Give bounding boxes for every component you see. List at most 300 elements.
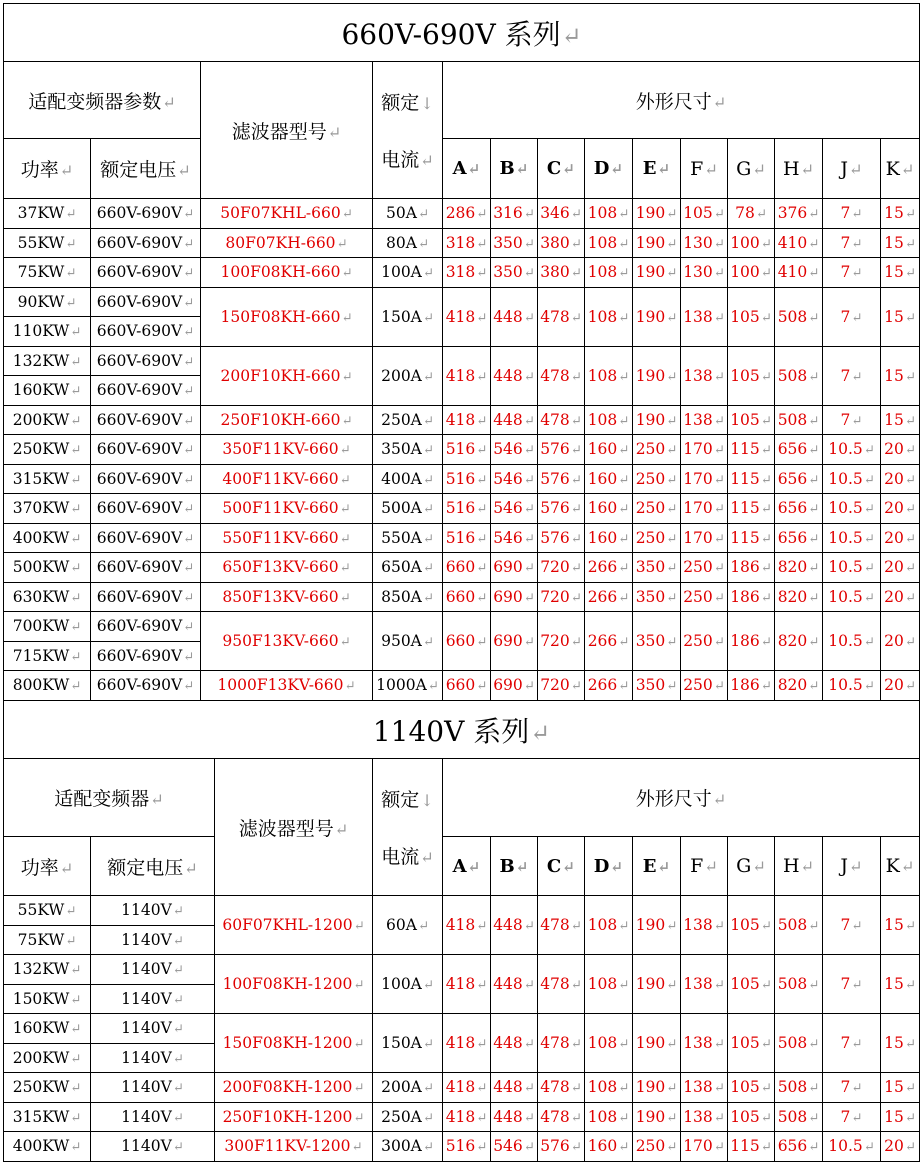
filter-model-cell <box>215 1102 373 1132</box>
dim-g-cell-text: 105 ↵ <box>730 411 772 429</box>
adapted-inverter-header: 适配变频器参数 ↵ <box>4 62 201 139</box>
adapted-inverter-header: 适配变频器 ↵ <box>4 759 215 837</box>
dim-d-cell <box>585 228 633 258</box>
filter-model-cell-text: 50F07KHL-660 ↵ <box>220 204 352 222</box>
filter-model-cell-text: 200F08KH-1200 ↵ <box>223 1078 365 1096</box>
dim-j-cell <box>823 1014 881 1073</box>
voltage-cell <box>91 199 201 229</box>
dim-c-cell-text: 576 ↵ <box>540 529 582 547</box>
current-cell-text: 60A ↵ <box>386 916 429 934</box>
dim-b-cell-text: 546 ↵ <box>493 1137 535 1155</box>
dim-k-cell-text: 20 ↵ <box>884 440 916 458</box>
dim-d-cell <box>585 523 633 553</box>
dim-e-cell <box>633 582 681 612</box>
dim-h-cell-text: 656 ↵ <box>778 499 820 517</box>
dim-g-cell-text: 186 ↵ <box>730 632 772 650</box>
dim-k-cell-text: 15 ↵ <box>884 916 916 934</box>
dim-e-cell-text: 350 ↵ <box>636 588 678 606</box>
dim-k-cell-text: 15 ↵ <box>884 1108 916 1126</box>
dim-j-cell-text: 10.5 ↵ <box>828 1137 875 1155</box>
dim-g-cell <box>728 955 775 1014</box>
dim-e-cell <box>633 612 681 671</box>
dim-k-cell-text: 15 ↵ <box>884 1034 916 1052</box>
dim-e-cell <box>633 671 681 701</box>
power-cell-text: 315KW ↵ <box>13 470 82 488</box>
filter-model-cell <box>201 494 373 524</box>
table-row <box>4 553 920 583</box>
dim-d-cell-text: 160 ↵ <box>588 470 630 488</box>
power-cell <box>4 376 91 406</box>
dim-f-cell-text: 170 ↵ <box>683 529 725 547</box>
voltage-cell-text: 1140V ↵ <box>121 931 184 949</box>
dim-f-cell-text: 138 ↵ <box>683 308 725 326</box>
dim-d-cell-text: 266 ↵ <box>588 676 630 694</box>
dim-f-cell <box>681 435 728 465</box>
rated-current-header: 额定 ↓ 电流 ↵ <box>373 759 443 896</box>
dim-header-d: D ↵ <box>585 837 633 896</box>
dim-d-cell-text: 266 ↵ <box>588 558 630 576</box>
dim-d-cell <box>585 1132 633 1162</box>
dim-j-cell-text: 7 ↵ <box>841 308 863 326</box>
dim-f-cell <box>681 228 728 258</box>
power-header: 功率 ↵ <box>4 139 91 199</box>
dim-f-cell <box>681 464 728 494</box>
dim-f-cell-text: 130 ↵ <box>683 263 725 281</box>
current-cell <box>373 435 443 465</box>
filter-model-cell-text: 100F08KH-660 ↵ <box>220 263 352 281</box>
power-cell <box>4 641 91 671</box>
dim-c-cell <box>538 464 585 494</box>
voltage-cell-text: 660V-690V ↵ <box>97 411 194 429</box>
power-cell-text: 500KW ↵ <box>13 558 82 576</box>
dim-c-cell <box>538 582 585 612</box>
dim-j-cell-text: 10.5 ↵ <box>828 440 875 458</box>
dim-k-cell <box>881 346 920 405</box>
dim-b-cell <box>491 346 538 405</box>
dim-a-cell <box>443 464 491 494</box>
dim-h-cell <box>775 896 823 955</box>
dim-b-cell-text: 448 ↵ <box>493 1034 535 1052</box>
voltage-cell-text: 660V-690V ↵ <box>97 204 194 222</box>
dim-g-cell-text: 186 ↵ <box>730 676 772 694</box>
voltage-cell-text: 660V-690V ↵ <box>97 440 194 458</box>
voltage-cell <box>91 582 201 612</box>
dim-j-cell <box>823 435 881 465</box>
dim-d-cell-text: 108 ↵ <box>588 204 630 222</box>
dim-a-cell-text: 418 ↵ <box>446 308 488 326</box>
power-cell-text: 55KW ↵ <box>18 234 77 252</box>
dim-b-cell-text: 690 ↵ <box>493 632 535 650</box>
dim-e-cell <box>633 896 681 955</box>
dim-g-cell <box>728 258 775 288</box>
dim-d-cell <box>585 435 633 465</box>
current-cell-text: 200A ↵ <box>381 367 434 385</box>
dim-c-cell-text: 380 ↵ <box>540 234 582 252</box>
voltage-cell-text: 660V-690V ↵ <box>97 352 194 370</box>
dim-h-cell-text: 508 ↵ <box>778 367 820 385</box>
dim-j-cell-text: 7 ↵ <box>841 234 863 252</box>
dim-h-cell <box>775 199 823 229</box>
dim-j-cell <box>823 494 881 524</box>
dim-d-cell <box>585 494 633 524</box>
dim-d-cell <box>585 346 633 405</box>
dim-h-cell-text: 820 ↵ <box>778 588 820 606</box>
dim-k-cell <box>881 1014 920 1073</box>
series-title: 1140V 系列 ↵ <box>4 701 920 759</box>
dim-g-cell <box>728 553 775 583</box>
dim-j-cell-text: 7 ↵ <box>841 916 863 934</box>
dim-k-cell <box>881 258 920 288</box>
power-cell <box>4 955 91 985</box>
dim-d-cell-text: 108 ↵ <box>588 411 630 429</box>
dim-a-cell-text: 516 ↵ <box>446 529 488 547</box>
power-cell <box>4 984 91 1014</box>
dim-a-cell <box>443 612 491 671</box>
dim-g-cell-text: 186 ↵ <box>730 588 772 606</box>
dim-j-cell <box>823 228 881 258</box>
power-cell-text: 800KW ↵ <box>13 676 82 694</box>
dim-g-cell <box>728 1102 775 1132</box>
dim-j-cell-text: 10.5 ↵ <box>828 529 875 547</box>
voltage-cell-text: 660V-690V ↵ <box>97 234 194 252</box>
dim-e-cell-text: 190 ↵ <box>636 1078 678 1096</box>
dim-b-cell <box>491 199 538 229</box>
dim-k-cell <box>881 955 920 1014</box>
voltage-cell <box>91 1043 215 1073</box>
dim-header-h: H ↵ <box>775 837 823 896</box>
dim-b-cell-text: 546 ↵ <box>493 470 535 488</box>
dim-b-cell-text: 316 ↵ <box>493 204 535 222</box>
dim-header-f: F ↵ <box>681 139 728 199</box>
dim-d-cell-text: 160 ↵ <box>588 1137 630 1155</box>
dim-h-cell <box>775 553 823 583</box>
table-row <box>4 199 920 229</box>
dim-a-cell <box>443 896 491 955</box>
current-cell <box>373 405 443 435</box>
dim-k-cell-text: 15 ↵ <box>884 204 916 222</box>
dim-k-cell-text: 15 ↵ <box>884 263 916 281</box>
dim-b-cell <box>491 405 538 435</box>
dim-e-cell-text: 190 ↵ <box>636 234 678 252</box>
voltage-cell-text: 660V-690V ↵ <box>97 263 194 281</box>
power-cell-text: 75KW ↵ <box>18 263 77 281</box>
dim-h-cell <box>775 955 823 1014</box>
filter-model-cell <box>201 405 373 435</box>
power-cell-text: 315KW ↵ <box>13 1108 82 1126</box>
voltage-cell-text: 1140V ↵ <box>121 1137 184 1155</box>
dim-h-cell-text: 508 ↵ <box>778 1078 820 1096</box>
dim-e-cell <box>633 553 681 583</box>
dim-c-cell-text: 478 ↵ <box>540 916 582 934</box>
dim-e-cell-text: 190 ↵ <box>636 263 678 281</box>
dim-d-cell-text: 108 ↵ <box>588 1108 630 1126</box>
dim-j-cell <box>823 1132 881 1162</box>
dim-j-cell-text: 10.5 ↵ <box>828 499 875 517</box>
dim-j-cell <box>823 199 881 229</box>
dim-h-cell-text: 410 ↵ <box>778 234 820 252</box>
dim-a-cell-text: 318 ↵ <box>446 234 488 252</box>
dim-c-cell <box>538 258 585 288</box>
dim-a-cell-text: 418 ↵ <box>446 1034 488 1052</box>
filter-model-cell <box>215 955 373 1014</box>
dim-c-cell-text: 380 ↵ <box>540 263 582 281</box>
dim-h-cell-text: 656 ↵ <box>778 440 820 458</box>
table-row <box>4 671 920 701</box>
dim-d-cell <box>585 553 633 583</box>
dim-c-cell <box>538 228 585 258</box>
dim-f-cell-text: 170 ↵ <box>683 440 725 458</box>
power-cell <box>4 523 91 553</box>
voltage-cell-text: 660V-690V ↵ <box>97 293 194 311</box>
dim-f-cell-text: 250 ↵ <box>683 632 725 650</box>
dim-d-cell-text: 108 ↵ <box>588 975 630 993</box>
dim-f-cell <box>681 258 728 288</box>
voltage-cell <box>91 641 201 671</box>
dim-g-cell <box>728 1014 775 1073</box>
dim-k-cell-text: 15 ↵ <box>884 367 916 385</box>
dim-b-cell <box>491 494 538 524</box>
dim-k-cell <box>881 612 920 671</box>
dim-k-cell-text: 20 ↵ <box>884 676 916 694</box>
dim-c-cell-text: 478 ↵ <box>540 308 582 326</box>
dim-h-cell <box>775 1102 823 1132</box>
dim-c-cell-text: 478 ↵ <box>540 1078 582 1096</box>
dim-a-cell-text: 418 ↵ <box>446 411 488 429</box>
dim-f-cell <box>681 405 728 435</box>
dim-header-d: D ↵ <box>585 139 633 199</box>
dim-e-cell <box>633 258 681 288</box>
dim-e-cell-text: 190 ↵ <box>636 916 678 934</box>
dim-a-cell-text: 418 ↵ <box>446 367 488 385</box>
dim-g-cell <box>728 896 775 955</box>
table-row <box>4 228 920 258</box>
dim-k-cell-text: 15 ↵ <box>884 1078 916 1096</box>
current-cell <box>373 896 443 955</box>
dim-d-cell-text: 266 ↵ <box>588 588 630 606</box>
dim-c-cell <box>538 896 585 955</box>
dim-b-cell-text: 448 ↵ <box>493 367 535 385</box>
dim-j-cell-text: 7 ↵ <box>841 367 863 385</box>
dim-c-cell <box>538 1132 585 1162</box>
dim-d-cell <box>585 1014 633 1073</box>
voltage-cell-text: 660V-690V ↵ <box>97 617 194 635</box>
dim-c-cell <box>538 435 585 465</box>
voltage-cell-text: 660V-690V ↵ <box>97 588 194 606</box>
dim-e-cell-text: 350 ↵ <box>636 676 678 694</box>
dim-a-cell-text: 516 ↵ <box>446 470 488 488</box>
table-row <box>4 346 920 376</box>
power-cell <box>4 1073 91 1103</box>
power-cell <box>4 1014 91 1044</box>
voltage-cell-text: 1140V ↵ <box>121 901 184 919</box>
dim-g-cell <box>728 612 775 671</box>
current-cell <box>373 1132 443 1162</box>
dim-header-k: K ↵ <box>881 837 920 896</box>
table-row <box>4 464 920 494</box>
dim-e-cell-text: 250 ↵ <box>636 499 678 517</box>
voltage-cell-text: 660V-690V ↵ <box>97 322 194 340</box>
dim-e-cell-text: 250 ↵ <box>636 470 678 488</box>
dim-k-cell-text: 20 ↵ <box>884 1137 916 1155</box>
dim-c-cell-text: 478 ↵ <box>540 1108 582 1126</box>
dim-b-cell-text: 448 ↵ <box>493 975 535 993</box>
dim-header-g: G ↵ <box>728 139 775 199</box>
dim-e-cell <box>633 199 681 229</box>
table-row <box>4 523 920 553</box>
power-cell <box>4 228 91 258</box>
dim-g-cell <box>728 582 775 612</box>
filter-model-header: 滤波器型号 ↵ <box>201 62 373 199</box>
dim-g-cell <box>728 287 775 346</box>
dim-j-cell-text: 7 ↵ <box>841 1078 863 1096</box>
dim-g-cell <box>728 523 775 553</box>
dim-g-cell-text: 100 ↵ <box>730 234 772 252</box>
table-row <box>4 1014 920 1044</box>
dim-b-cell <box>491 553 538 583</box>
dim-c-cell-text: 478 ↵ <box>540 1034 582 1052</box>
dim-b-cell <box>491 464 538 494</box>
dim-h-cell-text: 508 ↵ <box>778 308 820 326</box>
dim-j-cell-text: 10.5 ↵ <box>828 588 875 606</box>
filter-model-cell <box>201 523 373 553</box>
dim-header-b: B ↵ <box>491 837 538 896</box>
dim-f-cell <box>681 1014 728 1073</box>
power-cell-text: 160KW ↵ <box>13 381 82 399</box>
dim-e-cell-text: 190 ↵ <box>636 1108 678 1126</box>
table-row <box>4 955 920 985</box>
voltage-cell-text: 1140V ↵ <box>121 1078 184 1096</box>
dim-g-cell-text: 105 ↵ <box>730 916 772 934</box>
voltage-cell <box>91 896 215 926</box>
voltage-cell <box>91 317 201 347</box>
table-row <box>4 1132 920 1162</box>
dim-b-cell <box>491 1014 538 1073</box>
dim-d-cell-text: 160 ↵ <box>588 440 630 458</box>
dim-e-cell <box>633 228 681 258</box>
dim-c-cell <box>538 1102 585 1132</box>
dim-j-cell <box>823 553 881 583</box>
dim-d-cell-text: 108 ↵ <box>588 1034 630 1052</box>
power-cell-text: 55KW ↵ <box>18 901 77 919</box>
dim-k-cell-text: 20 ↵ <box>884 558 916 576</box>
voltage-cell <box>91 346 201 376</box>
dim-j-cell <box>823 258 881 288</box>
voltage-cell-text: 660V-690V ↵ <box>97 499 194 517</box>
dim-a-cell-text: 660 ↵ <box>446 558 488 576</box>
dim-k-cell <box>881 435 920 465</box>
power-cell <box>4 435 91 465</box>
table-row <box>4 287 920 317</box>
dim-header-f: F ↵ <box>681 837 728 896</box>
dim-g-cell <box>728 405 775 435</box>
dim-k-cell <box>881 1102 920 1132</box>
dim-g-cell <box>728 464 775 494</box>
dim-g-cell <box>728 494 775 524</box>
filter-model-cell-text: 1000F13KV-660 ↵ <box>217 676 355 694</box>
dim-j-cell <box>823 955 881 1014</box>
dim-b-cell-text: 690 ↵ <box>493 588 535 606</box>
current-cell-text: 150A ↵ <box>381 308 434 326</box>
dim-c-cell <box>538 553 585 583</box>
dim-j-cell-text: 10.5 ↵ <box>828 632 875 650</box>
voltage-cell-text: 1140V ↵ <box>121 990 184 1008</box>
dim-a-cell <box>443 523 491 553</box>
dim-a-cell <box>443 435 491 465</box>
dim-k-cell-text: 15 ↵ <box>884 308 916 326</box>
dim-j-cell <box>823 612 881 671</box>
dim-b-cell <box>491 435 538 465</box>
dim-j-cell <box>823 405 881 435</box>
current-cell-text: 150A ↵ <box>381 1034 434 1052</box>
dim-j-cell <box>823 896 881 955</box>
dim-j-cell-text: 7 ↵ <box>841 1108 863 1126</box>
power-cell-text: 715KW ↵ <box>13 647 82 665</box>
dim-b-cell-text: 448 ↵ <box>493 1078 535 1096</box>
current-cell <box>373 494 443 524</box>
dim-c-cell <box>538 405 585 435</box>
filter-model-cell <box>201 435 373 465</box>
dim-h-cell <box>775 405 823 435</box>
filter-model-cell <box>201 258 373 288</box>
power-cell-text: 132KW ↵ <box>13 960 82 978</box>
voltage-cell-text: 1140V ↵ <box>121 1108 184 1126</box>
dimensions-header: 外形尺寸 ↵ <box>443 759 920 837</box>
current-cell <box>373 955 443 1014</box>
dim-h-cell <box>775 1132 823 1162</box>
dim-k-cell <box>881 582 920 612</box>
dim-a-cell <box>443 955 491 1014</box>
voltage-cell-text: 660V-690V ↵ <box>97 529 194 547</box>
dimensions-header: 外形尺寸 ↵ <box>443 62 920 139</box>
dim-h-cell-text: 820 ↵ <box>778 632 820 650</box>
dim-j-cell <box>823 1102 881 1132</box>
power-cell <box>4 612 91 642</box>
filter-model-cell <box>201 612 373 671</box>
power-cell-text: 250KW ↵ <box>13 1078 82 1096</box>
filter-model-cell-text: 250F10KH-1200 ↵ <box>223 1108 365 1126</box>
filter-model-cell <box>201 228 373 258</box>
power-cell-text: 400KW ↵ <box>13 1137 82 1155</box>
dim-b-cell <box>491 896 538 955</box>
dim-f-cell-text: 138 ↵ <box>683 975 725 993</box>
power-cell <box>4 464 91 494</box>
dim-b-cell-text: 448 ↵ <box>493 411 535 429</box>
current-cell-text: 300A ↵ <box>381 1137 434 1155</box>
dim-k-cell <box>881 464 920 494</box>
dim-c-cell-text: 478 ↵ <box>540 411 582 429</box>
dim-h-cell-text: 508 ↵ <box>778 1108 820 1126</box>
dim-j-cell-text: 7 ↵ <box>841 263 863 281</box>
dim-d-cell <box>585 199 633 229</box>
current-cell <box>373 582 443 612</box>
dim-e-cell <box>633 1132 681 1162</box>
power-cell-text: 110KW ↵ <box>13 322 82 340</box>
dim-e-cell <box>633 464 681 494</box>
dim-e-cell <box>633 1102 681 1132</box>
dim-a-cell <box>443 1132 491 1162</box>
power-cell <box>4 1043 91 1073</box>
dim-g-cell-text: 105 ↵ <box>730 1034 772 1052</box>
dim-f-cell <box>681 612 728 671</box>
dim-f-cell <box>681 896 728 955</box>
dim-h-cell <box>775 671 823 701</box>
dim-d-cell <box>585 464 633 494</box>
voltage-cell <box>91 464 201 494</box>
dim-c-cell-text: 720 ↵ <box>540 676 582 694</box>
dim-c-cell <box>538 612 585 671</box>
voltage-cell <box>91 1073 215 1103</box>
dim-b-cell-text: 350 ↵ <box>493 234 535 252</box>
